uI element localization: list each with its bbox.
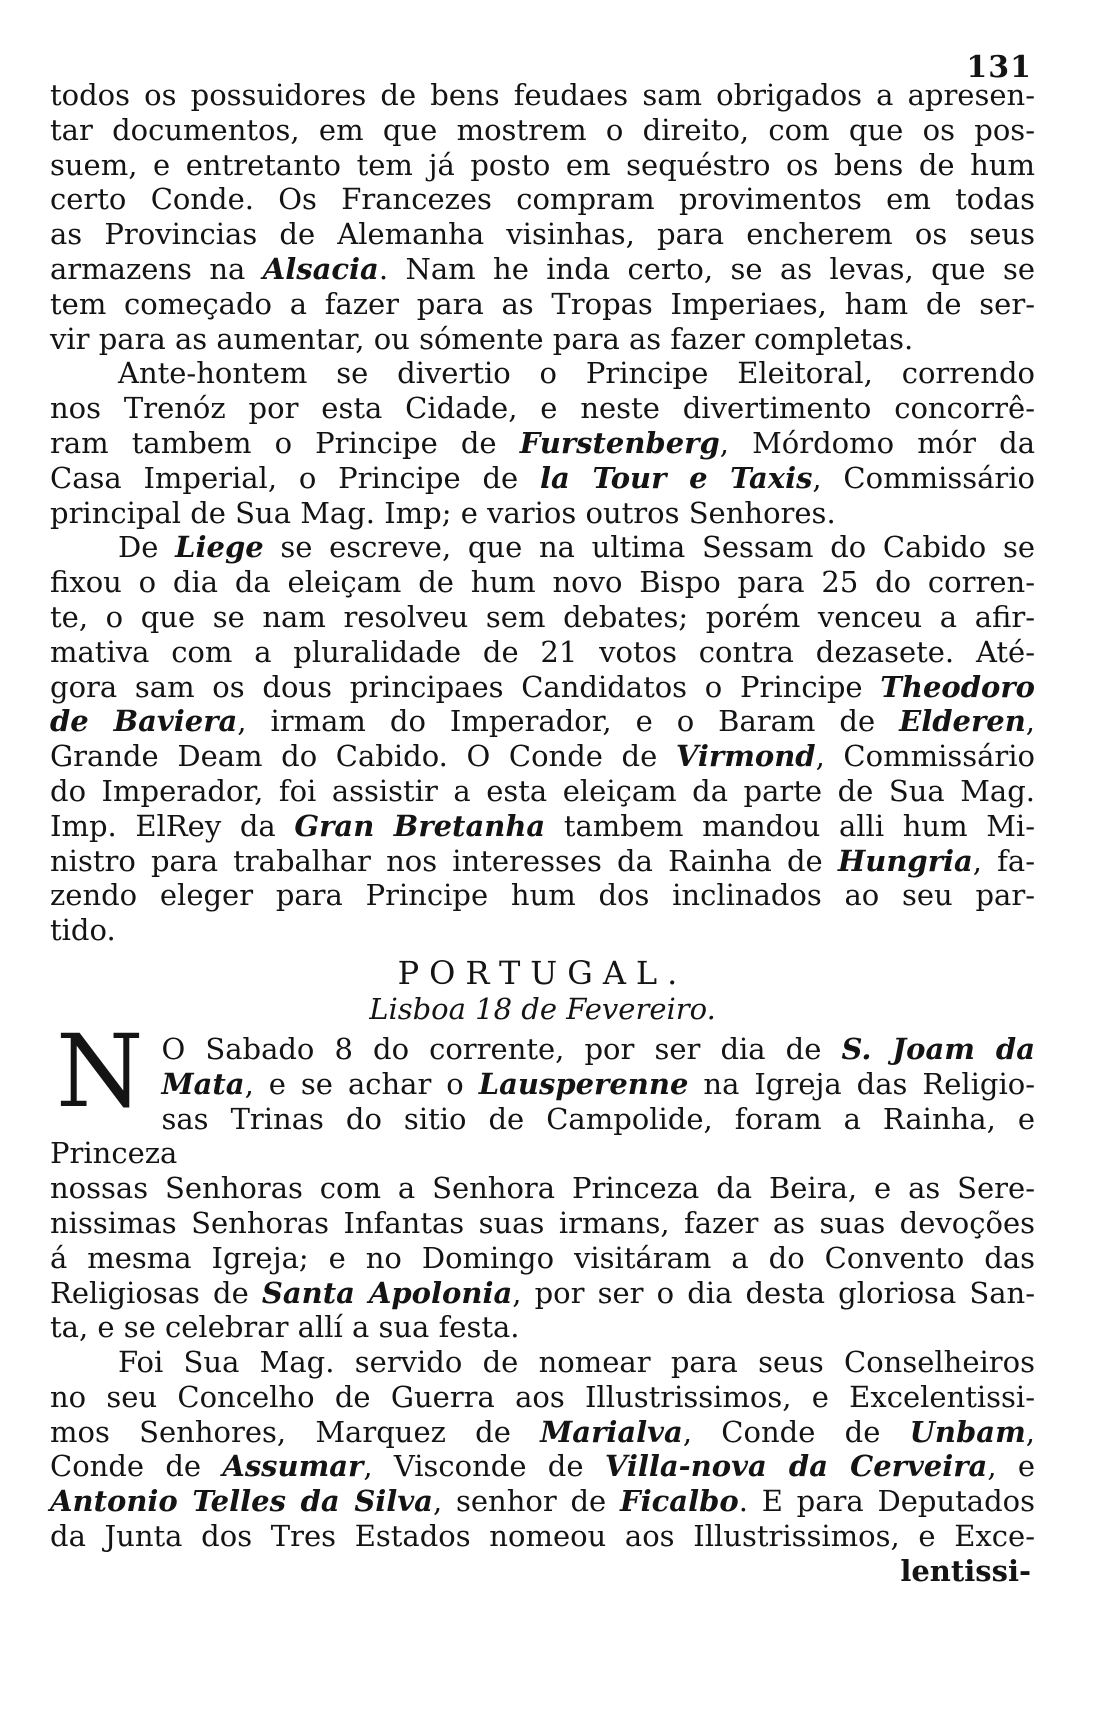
text-line: no seu Concelho de Guerra aos Illustrissimos, e Excelentissi-: [50, 1379, 1035, 1414]
dateline: Lisboa 18 de Fevereiro.: [369, 991, 716, 1026]
text-line: suem, e entretanto tem já posto em sequéstro os bens de hum: [50, 147, 1035, 182]
section-title: PORTUGAL.: [397, 953, 688, 992]
text-line: do Imperador, foi assistir a esta eleiçam da parte de Sua Mag.: [50, 773, 1035, 808]
page-number: 131: [966, 50, 1032, 85]
text-line: tem começado a fazer para as Tropas Imperiaes, ham de ser-: [50, 286, 1035, 321]
paragraph-2: [50, 356, 1035, 530]
text-line: de Baviera, irmam do Imperador, e o Baram de Elderen,: [50, 704, 1036, 739]
text-line: nossas Senhoras com a Senhora Princeza da Beira, e as Sere-: [50, 1171, 1035, 1206]
paragraph-3: [50, 530, 1035, 948]
text-line: nos Trenóz por esta Cidade, e neste divertimento concorrê-: [50, 391, 1035, 426]
text-line: Foi Sua Mag. servido de nomear para seus Conselheiros: [118, 1345, 1035, 1380]
text-line: Mata, e se achar o Lausperenne na Igreja das Religio-: [161, 1066, 1036, 1101]
text-column: [50, 78, 1035, 1588]
text-line: principal de Sua Mag. Imp; e varios outros Senhores.: [50, 495, 836, 530]
text-line: Ante-hontem se divertio o Principe Eleitoral, correndo: [118, 356, 1035, 391]
text-line: De Liege se escreve, que na ultima Sessam do Cabido se: [118, 530, 1035, 565]
text-line: Grande Deam do Cabido. O Conde de Virmond, Commissário: [50, 739, 1036, 774]
text-line: Antonio Telles da Silva, senhor de Ficalbo. E para Deputados: [50, 1484, 1035, 1519]
text-line: Casa Imperial, o Principe de la Tour e Taxis, Commissário: [50, 460, 1036, 495]
paragraph-4-lines: [50, 1012, 1036, 1345]
text-line: armazens na Alsacia. Nam he inda certo, se as levas, que se: [50, 251, 1035, 286]
text-line: da Junta dos Tres Estados nomeou aos Illustrissimos, e Exce-: [50, 1519, 1035, 1554]
text-line: á mesma Igreja; e no Domingo visitáram a do Convento das: [50, 1240, 1035, 1275]
text-line: Imp. ElRey da Gran Bretanha tambem mandou alli hum Mi-: [50, 808, 1035, 843]
text-line: fixou o dia da eleiçam de hum novo Bispo para 25 do corren-: [50, 565, 1035, 600]
paragraph-5: [50, 1345, 1035, 1554]
text-line: te, o que se nam resolveu sem debates; porém venceu a afir-: [50, 599, 1035, 634]
text-line: ram tambem o Principe de Furstenberg, Mórdomo mór da: [50, 425, 1036, 460]
text-line: vir para as aumentar, ou sómente para as fazer completas.: [50, 321, 914, 356]
text-line: zendo eleger para Principe hum dos inclinados ao seu par-: [50, 878, 1035, 913]
text-line: gora sam os dous principaes Candidatos o Principe Theodoro: [50, 669, 1035, 704]
catchword: lentissi-: [900, 1553, 1031, 1588]
text-line: Conde de Assumar, Visconde de Villa-nova da Cerveira, e: [50, 1449, 1036, 1484]
text-line: Religiosas de Santa Apolonia, por ser o dia desta gloriosa San-: [50, 1275, 1035, 1310]
text-line: O Sabado 8 do corrente, por ser dia de S. Joam da: [161, 1031, 1035, 1066]
text-line: tido.: [50, 913, 116, 948]
paragraph-1: [50, 78, 1035, 356]
text-line: nissimas Senhoras Infantas suas irmans, fazer as suas devoções: [50, 1205, 1035, 1240]
paragraph-4: [50, 1012, 1036, 1345]
text-line: mos Senhores, Marquez de Marialva, Conde de Unbam,: [50, 1414, 1035, 1449]
text-line: sas Trinas do sitio de Campolide, foram a Rainha, e Princeza: [50, 1101, 1035, 1171]
text-line: mativa com a pluralidade de 21 votos contra dezasete. Até-: [50, 634, 1035, 669]
text-line: certo Conde. Os Francezes compram provimentos em todas: [50, 182, 1035, 217]
text-line: nistro para trabalhar nos interesses da Rainha de Hungria, fa-: [50, 843, 1035, 878]
text-line: tar documentos, em que mostrem o direito, com que os pos-: [50, 112, 1035, 147]
drop-cap: N: [56, 1012, 144, 1130]
text-line: as Provincias de Alemanha visinhas, para encherem os seus: [50, 217, 1035, 252]
text-line: todos os possuidores de bens feudaes sam obrigados a apresen-: [50, 78, 1035, 112]
text-line: ta, e se celebrar allí a sua festa.: [50, 1310, 520, 1345]
